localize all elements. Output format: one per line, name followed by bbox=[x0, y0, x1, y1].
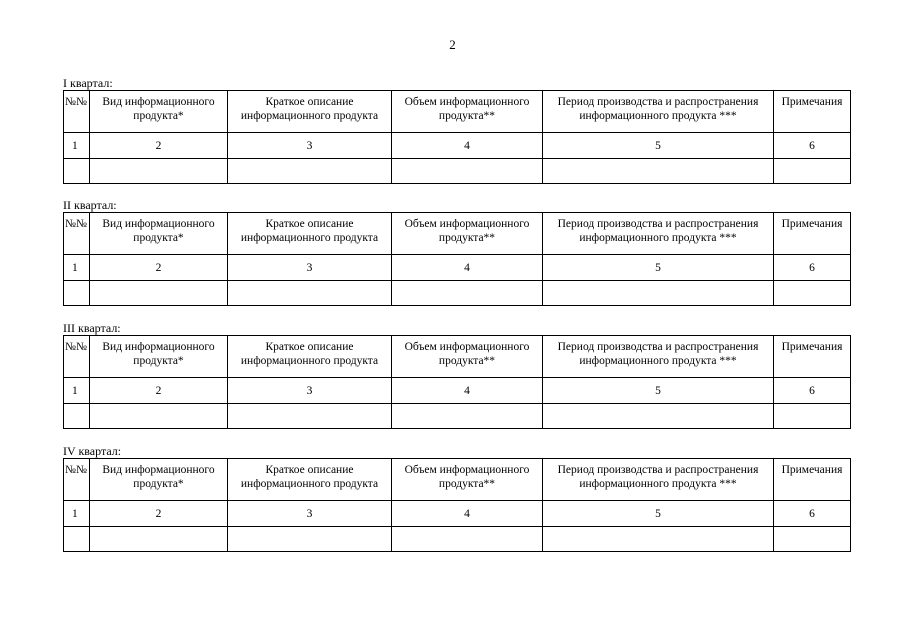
column-number: 3 bbox=[228, 501, 392, 527]
column-number: 1 bbox=[64, 255, 90, 281]
column-number: 1 bbox=[64, 501, 90, 527]
empty-cell[interactable] bbox=[543, 527, 774, 552]
column-number: 2 bbox=[90, 501, 228, 527]
column-number: 3 bbox=[228, 378, 392, 404]
empty-cell[interactable] bbox=[64, 159, 90, 184]
column-number: 4 bbox=[392, 133, 543, 159]
table-header-row bbox=[64, 91, 851, 133]
column-number: 5 bbox=[543, 255, 774, 281]
header-period: Период производства и распространения информационного продукта *** bbox=[543, 91, 774, 133]
table-header-row bbox=[64, 459, 851, 501]
quarter-table bbox=[63, 458, 851, 552]
header-volume: Объем информационного продукта** bbox=[392, 459, 543, 501]
table-row bbox=[64, 255, 851, 281]
empty-cell[interactable] bbox=[774, 404, 851, 429]
page-number: 2 bbox=[449, 37, 456, 52]
column-number: 6 bbox=[774, 133, 851, 159]
empty-cell[interactable] bbox=[228, 159, 392, 184]
table-row bbox=[64, 527, 851, 552]
column-number: 4 bbox=[392, 501, 543, 527]
table-header-row bbox=[64, 336, 851, 378]
column-number: 5 bbox=[543, 133, 774, 159]
header-description: Краткое описание информационного продукта bbox=[228, 213, 392, 255]
column-number: 3 bbox=[228, 133, 392, 159]
quarter-section-2 bbox=[63, 199, 850, 306]
empty-cell[interactable] bbox=[64, 281, 90, 306]
table-row bbox=[64, 378, 851, 404]
empty-cell[interactable] bbox=[392, 281, 543, 306]
empty-cell[interactable] bbox=[90, 159, 228, 184]
header-period: Период производства и распространения информационного продукта *** bbox=[543, 459, 774, 501]
table-row bbox=[64, 159, 851, 184]
empty-cell[interactable] bbox=[774, 527, 851, 552]
quarter-section-3 bbox=[63, 322, 850, 429]
table-row bbox=[64, 281, 851, 306]
empty-cell[interactable] bbox=[64, 404, 90, 429]
quarter-table bbox=[63, 335, 851, 429]
table-header-row bbox=[64, 213, 851, 255]
empty-cell[interactable] bbox=[774, 281, 851, 306]
section-title: I квартал: bbox=[63, 76, 113, 90]
quarter-section-1 bbox=[63, 77, 850, 184]
table-row bbox=[64, 133, 851, 159]
column-number: 4 bbox=[392, 378, 543, 404]
quarter-table bbox=[63, 212, 851, 306]
header-product-type: Вид информационного продукта* bbox=[90, 459, 228, 501]
empty-cell[interactable] bbox=[392, 404, 543, 429]
empty-cell[interactable] bbox=[228, 404, 392, 429]
empty-cell[interactable] bbox=[90, 404, 228, 429]
empty-cell[interactable] bbox=[543, 404, 774, 429]
column-number: 6 bbox=[774, 378, 851, 404]
header-notes: Примечания bbox=[774, 336, 851, 378]
quarter-section-4 bbox=[63, 445, 850, 552]
column-number: 6 bbox=[774, 255, 851, 281]
column-number: 4 bbox=[392, 255, 543, 281]
section-title: IV квартал: bbox=[63, 444, 122, 458]
header-period: Период производства и распространения информационного продукта *** bbox=[543, 336, 774, 378]
column-number: 3 bbox=[228, 255, 392, 281]
table-row bbox=[64, 501, 851, 527]
empty-cell[interactable] bbox=[64, 527, 90, 552]
header-number: №№ bbox=[64, 213, 90, 255]
section-title: II квартал: bbox=[63, 198, 117, 212]
header-description: Краткое описание информационного продукта bbox=[228, 336, 392, 378]
header-volume: Объем информационного продукта** bbox=[392, 213, 543, 255]
column-number: 6 bbox=[774, 501, 851, 527]
empty-cell[interactable] bbox=[228, 527, 392, 552]
empty-cell[interactable] bbox=[90, 527, 228, 552]
header-product-type: Вид информационного продукта* bbox=[90, 336, 228, 378]
column-number: 1 bbox=[64, 133, 90, 159]
column-number: 5 bbox=[543, 378, 774, 404]
header-notes: Примечания bbox=[774, 459, 851, 501]
column-number: 1 bbox=[64, 378, 90, 404]
header-notes: Примечания bbox=[774, 91, 851, 133]
table-row bbox=[64, 404, 851, 429]
column-number: 2 bbox=[90, 255, 228, 281]
empty-cell[interactable] bbox=[392, 159, 543, 184]
header-volume: Объем информационного продукта** bbox=[392, 91, 543, 133]
header-number: №№ bbox=[64, 459, 90, 501]
header-notes: Примечания bbox=[774, 213, 851, 255]
header-product-type: Вид информационного продукта* bbox=[90, 213, 228, 255]
column-number: 2 bbox=[90, 133, 228, 159]
section-title: III квартал: bbox=[63, 321, 121, 335]
header-product-type: Вид информационного продукта* bbox=[90, 91, 228, 133]
header-volume: Объем информационного продукта** bbox=[392, 336, 543, 378]
column-number: 5 bbox=[543, 501, 774, 527]
empty-cell[interactable] bbox=[543, 159, 774, 184]
header-number: №№ bbox=[64, 91, 90, 133]
header-description: Краткое описание информационного продукта bbox=[228, 459, 392, 501]
empty-cell[interactable] bbox=[774, 159, 851, 184]
quarter-table bbox=[63, 90, 851, 184]
header-description: Краткое описание информационного продукта bbox=[228, 91, 392, 133]
header-number: №№ bbox=[64, 336, 90, 378]
header-period: Период производства и распространения информационного продукта *** bbox=[543, 213, 774, 255]
empty-cell[interactable] bbox=[392, 527, 543, 552]
empty-cell[interactable] bbox=[543, 281, 774, 306]
empty-cell[interactable] bbox=[228, 281, 392, 306]
column-number: 2 bbox=[90, 378, 228, 404]
empty-cell[interactable] bbox=[90, 281, 228, 306]
